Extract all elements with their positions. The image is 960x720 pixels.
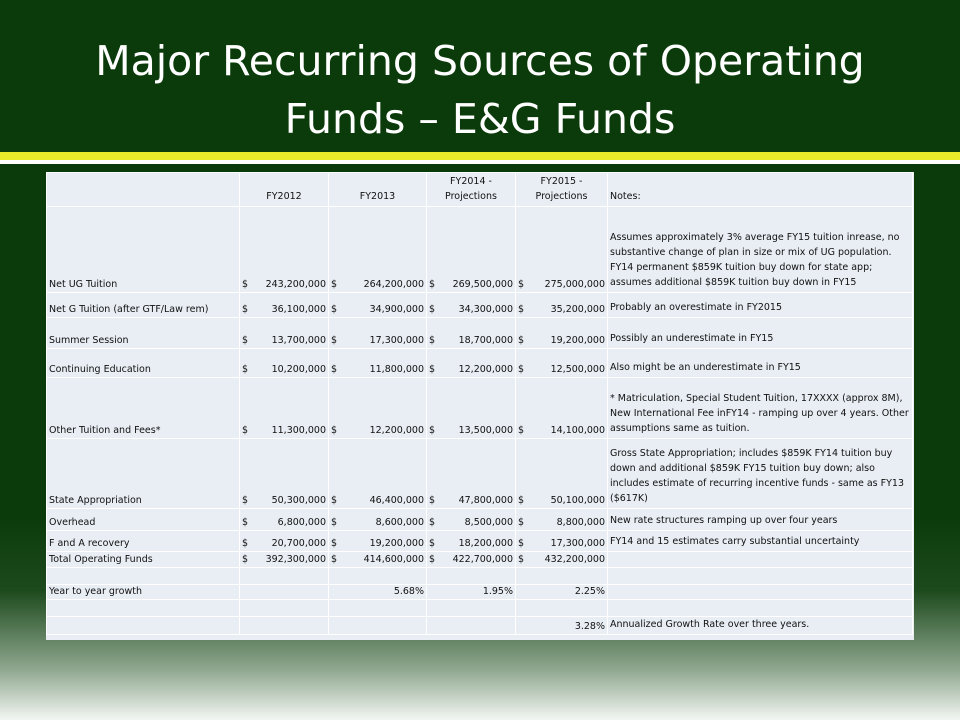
amount: 19,200,000 — [550, 335, 605, 346]
currency-symbol: $ — [242, 495, 249, 506]
note-cell: Possibly an underestimate in FY15 — [608, 318, 913, 349]
empty-cell — [47, 600, 240, 617]
slide-title — [0, 32, 960, 148]
slide-title-line-1: Major Recurring Sources of Operating — [95, 37, 865, 85]
value-cell — [240, 318, 329, 349]
row-label: Total Operating Funds — [47, 552, 240, 568]
value-cell — [427, 207, 516, 293]
value-cell — [427, 349, 516, 378]
empty-cell — [240, 600, 329, 617]
table-row — [47, 531, 913, 552]
value-cell — [329, 552, 427, 568]
value-cell — [427, 509, 516, 531]
currency-symbol: $ — [429, 364, 436, 375]
amount: 14,100,000 — [550, 425, 605, 436]
amount: 243,200,000 — [265, 279, 326, 290]
currency-symbol: $ — [242, 279, 249, 290]
amount: 50,100,000 — [550, 495, 605, 506]
value-cell — [329, 509, 427, 531]
amount: 269,500,000 — [452, 279, 513, 290]
value-cell — [427, 617, 516, 635]
amount: 18,200,000 — [458, 538, 513, 549]
currency-symbol: $ — [518, 335, 525, 346]
amount: 46,400,000 — [369, 495, 424, 506]
table-row — [47, 318, 913, 349]
value-cell — [516, 531, 608, 552]
table-row — [47, 585, 913, 600]
note-cell — [608, 552, 913, 568]
row-label: Continuing Education — [47, 349, 240, 378]
amount: 8,600,000 — [375, 517, 424, 528]
value-cell — [329, 207, 427, 293]
value-cell — [427, 585, 516, 600]
header-row — [47, 173, 913, 207]
column-header: FY2014 - Projections — [427, 173, 516, 207]
value-cell — [516, 552, 608, 568]
amount: 17,300,000 — [369, 335, 424, 346]
currency-symbol: $ — [331, 554, 338, 565]
column-header — [47, 173, 240, 207]
amount: 20,700,000 — [271, 538, 326, 549]
currency-symbol: $ — [429, 538, 436, 549]
amount: 392,300,000 — [265, 554, 326, 565]
currency-symbol: $ — [242, 425, 249, 436]
amount: 50,300,000 — [271, 495, 326, 506]
amount: 13,700,000 — [271, 335, 326, 346]
table-row — [47, 293, 913, 318]
currency-symbol: $ — [331, 538, 338, 549]
currency-symbol: $ — [518, 495, 525, 506]
value-cell — [329, 293, 427, 318]
empty-cell — [516, 568, 608, 585]
currency-symbol: $ — [242, 364, 249, 375]
amount: 2.25% — [574, 586, 605, 597]
amount: 1.95% — [482, 586, 513, 597]
value-cell — [329, 378, 427, 439]
currency-symbol: $ — [518, 538, 525, 549]
currency-symbol: $ — [518, 425, 525, 436]
table-row — [47, 617, 913, 635]
value-cell — [240, 509, 329, 531]
row-label: Overhead — [47, 509, 240, 531]
currency-symbol: $ — [518, 279, 525, 290]
value-cell — [240, 552, 329, 568]
currency-symbol: $ — [518, 517, 525, 528]
amount: 11,800,000 — [369, 364, 424, 375]
empty-cell — [427, 568, 516, 585]
amount: 12,500,000 — [550, 364, 605, 375]
amount: 10,200,000 — [271, 364, 326, 375]
currency-symbol: $ — [331, 517, 338, 528]
value-cell — [240, 293, 329, 318]
amount: 3.28% — [574, 621, 605, 632]
accent-rule — [0, 160, 960, 164]
value-cell — [427, 293, 516, 318]
value-cell — [240, 617, 329, 635]
column-header: FY2012 — [240, 173, 329, 207]
note-cell: Gross State Appropriation; includes $859K FY14 tuition buy down and additional $859K FY15 tuition buy down; also includes estimate of recurring incentive funds - same as FY13 ($617K) — [608, 439, 913, 509]
table-row — [47, 207, 913, 293]
value-cell — [516, 349, 608, 378]
value-cell — [329, 349, 427, 378]
amount: 5.68% — [393, 586, 424, 597]
amount: 8,500,000 — [464, 517, 513, 528]
empty-cell — [329, 568, 427, 585]
amount: 422,700,000 — [452, 554, 513, 565]
row-label — [47, 617, 240, 635]
empty-cell — [608, 568, 913, 585]
amount: 36,100,000 — [271, 304, 326, 315]
amount: 18,700,000 — [458, 335, 513, 346]
amount: 13,500,000 — [458, 425, 513, 436]
row-label: Net G Tuition (after GTF/Law rem) — [47, 293, 240, 318]
amount: 17,300,000 — [550, 538, 605, 549]
currency-symbol: $ — [518, 304, 525, 315]
note-cell: Also might be an underestimate in FY15 — [608, 349, 913, 378]
empty-cell — [329, 600, 427, 617]
value-cell — [427, 318, 516, 349]
currency-symbol: $ — [429, 517, 436, 528]
value-cell — [240, 207, 329, 293]
empty-cell — [427, 600, 516, 617]
empty-cell — [240, 568, 329, 585]
operating-funds-table — [46, 172, 913, 635]
table-row — [47, 509, 913, 531]
value-cell — [240, 531, 329, 552]
currency-symbol: $ — [331, 425, 338, 436]
note-cell: New rate structures ramping up over four years — [608, 509, 913, 531]
currency-symbol: $ — [331, 279, 338, 290]
value-cell — [516, 509, 608, 531]
spacer-row — [47, 600, 913, 617]
amount: 34,900,000 — [369, 304, 424, 315]
value-cell — [516, 617, 608, 635]
table-row — [47, 349, 913, 378]
value-cell — [516, 293, 608, 318]
amount: 34,300,000 — [458, 304, 513, 315]
amount: 19,200,000 — [369, 538, 424, 549]
amount: 35,200,000 — [550, 304, 605, 315]
column-header: FY2015 - Projections — [516, 173, 608, 207]
currency-symbol: $ — [242, 538, 249, 549]
row-label: Net UG Tuition — [47, 207, 240, 293]
value-cell — [516, 318, 608, 349]
amount: 275,000,000 — [544, 279, 605, 290]
row-label: Other Tuition and Fees* — [47, 378, 240, 439]
note-cell: FY14 and 15 estimates carry substantial uncertainty — [608, 531, 913, 552]
row-label: Year to year growth — [47, 585, 240, 600]
value-cell — [516, 585, 608, 600]
value-cell — [427, 439, 516, 509]
column-header: Notes: — [608, 173, 913, 207]
value-cell — [240, 585, 329, 600]
spacer-row — [47, 568, 913, 585]
value-cell — [516, 207, 608, 293]
amount: 432,200,000 — [544, 554, 605, 565]
table-row — [47, 378, 913, 439]
row-label: State Appropriation — [47, 439, 240, 509]
row-label: F and A recovery — [47, 531, 240, 552]
empty-cell — [47, 568, 240, 585]
note-cell — [608, 585, 913, 600]
currency-symbol: $ — [242, 304, 249, 315]
note-cell: Assumes approximately 3% average FY15 tuition inrease, no substantive change of plan in size or mix of UG population. FY14 permanent $859K tuition buy down for state app; assumes additional $859K tuition buy down in FY15 — [608, 207, 913, 293]
value-cell — [329, 585, 427, 600]
value-cell — [240, 439, 329, 509]
currency-symbol: $ — [331, 495, 338, 506]
currency-symbol: $ — [331, 364, 338, 375]
value-cell — [240, 349, 329, 378]
currency-symbol: $ — [429, 304, 436, 315]
value-cell — [427, 378, 516, 439]
value-cell — [516, 378, 608, 439]
slide-title-line-2: Funds – E&G Funds — [284, 95, 676, 143]
value-cell — [427, 531, 516, 552]
currency-symbol: $ — [429, 335, 436, 346]
amount: 12,200,000 — [458, 364, 513, 375]
amount: 264,200,000 — [363, 279, 424, 290]
table-row — [47, 552, 913, 568]
table-row — [47, 439, 913, 509]
amount: 8,800,000 — [556, 517, 605, 528]
currency-symbol: $ — [331, 304, 338, 315]
currency-symbol: $ — [429, 425, 436, 436]
currency-symbol: $ — [242, 335, 249, 346]
currency-symbol: $ — [429, 279, 436, 290]
row-label: Summer Session — [47, 318, 240, 349]
value-cell — [329, 617, 427, 635]
value-cell — [329, 439, 427, 509]
currency-symbol: $ — [242, 554, 249, 565]
value-cell — [427, 552, 516, 568]
value-cell — [240, 378, 329, 439]
currency-symbol: $ — [518, 554, 525, 565]
value-cell — [516, 439, 608, 509]
currency-symbol: $ — [518, 364, 525, 375]
note-cell: Annualized Growth Rate over three years. — [608, 617, 913, 635]
currency-symbol: $ — [331, 335, 338, 346]
currency-symbol: $ — [429, 554, 436, 565]
empty-cell — [516, 600, 608, 617]
note-cell: Probably an overestimate in FY2015 — [608, 293, 913, 318]
empty-cell — [608, 600, 913, 617]
value-cell — [329, 531, 427, 552]
amount: 11,300,000 — [271, 425, 326, 436]
column-header: FY2013 — [329, 173, 427, 207]
value-cell — [329, 318, 427, 349]
amount: 47,800,000 — [458, 495, 513, 506]
note-cell: * Matriculation, Special Student Tuition, 17XXXX (approx 8M), New International Fee inFY14 - ramping up over 4 years. Other assumptions same as tuition. — [608, 378, 913, 439]
amount: 6,800,000 — [277, 517, 326, 528]
accent-bar — [0, 152, 960, 160]
currency-symbol: $ — [429, 495, 436, 506]
amount: 414,600,000 — [363, 554, 424, 565]
currency-symbol: $ — [242, 517, 249, 528]
amount: 12,200,000 — [369, 425, 424, 436]
